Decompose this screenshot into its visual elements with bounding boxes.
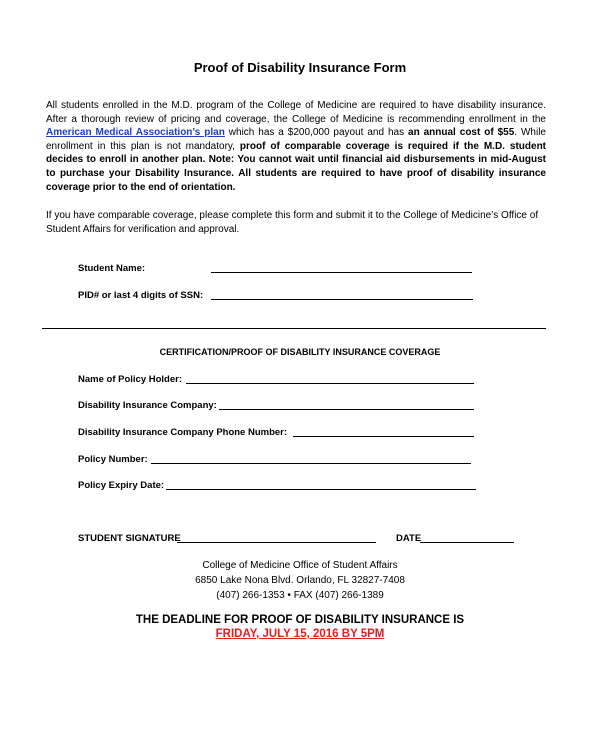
policy-expiry-label: Policy Expiry Date: xyxy=(78,480,165,491)
pid-field[interactable] xyxy=(211,299,473,300)
date-label: DATE xyxy=(396,533,422,544)
company-phone-label: Disability Insurance Company Phone Number: xyxy=(78,427,288,438)
intro-text-1: All students enrolled in the M.D. program of the College of Medicine are required to have disability insurance. After a thorough review of pricing and coverage, the College of Medicine is recommending enrollment in the xyxy=(46,100,546,125)
student-name-label: Student Name: xyxy=(78,263,146,274)
policy-expiry-field[interactable] xyxy=(166,489,476,490)
page-title: Proof of Disability Insurance Form xyxy=(193,60,407,75)
deadline-date-wrap xyxy=(0,628,600,640)
date-field[interactable] xyxy=(420,542,514,543)
policy-holder-label: Name of Policy Holder: xyxy=(78,374,182,385)
intro-paragraph xyxy=(46,99,546,194)
student-signature-label: STUDENT SIGNATURE xyxy=(78,533,181,544)
address-line-2: 6850 Lake Nona Blvd. Orlando, FL 32827-7408 xyxy=(195,575,405,586)
insurance-company-label: Disability Insurance Company: xyxy=(78,400,217,411)
comparable-coverage-note: proof of comparable coverage is required if the M.D. student decides to enroll in another plan. Note: You cannot wait until financial aid disbursements in mid-August to purchase your Disability Insurance. All students are required to have proof of disability insurance coverage prior to the end of orientation. xyxy=(46,140,547,193)
deadline-date: FRIDAY, JULY 15, 2016 BY 5PM xyxy=(215,628,385,640)
intro-text-2: which has a $200,000 payout and has xyxy=(224,127,409,139)
policy-holder-field[interactable] xyxy=(186,383,474,384)
deadline-heading: THE DEADLINE FOR PROOF OF DISABILITY INSURANCE IS xyxy=(135,614,465,626)
intro-text-3: . While enrollment in this plan is not mandatory, xyxy=(46,127,546,152)
section-divider xyxy=(42,328,546,329)
student-name-field[interactable] xyxy=(211,272,472,273)
certification-heading: CERTIFICATION/PROOF OF DISABILITY INSURANCE COVERAGE xyxy=(159,347,441,357)
submission-instructions: If you have comparable coverage, please complete this form and submit it to the College of Medicine’s Office of Student Affairs for verification and approval. xyxy=(46,210,539,235)
policy-number-field[interactable] xyxy=(151,463,471,464)
annual-cost-text: an annual cost of $55 xyxy=(408,127,515,139)
address-line-1: College of Medicine Office of Student Affairs xyxy=(202,560,398,571)
ama-plan-link[interactable]: American Medical Association’s plan xyxy=(46,127,225,139)
insurance-company-field[interactable] xyxy=(219,409,474,410)
address-line-3: (407) 266-1353 • FAX (407) 266-1389 xyxy=(216,590,384,601)
pid-label: PID# or last 4 digits of SSN: xyxy=(78,290,204,301)
office-address xyxy=(0,558,600,603)
student-signature-field[interactable] xyxy=(177,542,376,543)
company-phone-field[interactable] xyxy=(293,436,474,437)
policy-number-label: Policy Number: xyxy=(78,454,148,465)
